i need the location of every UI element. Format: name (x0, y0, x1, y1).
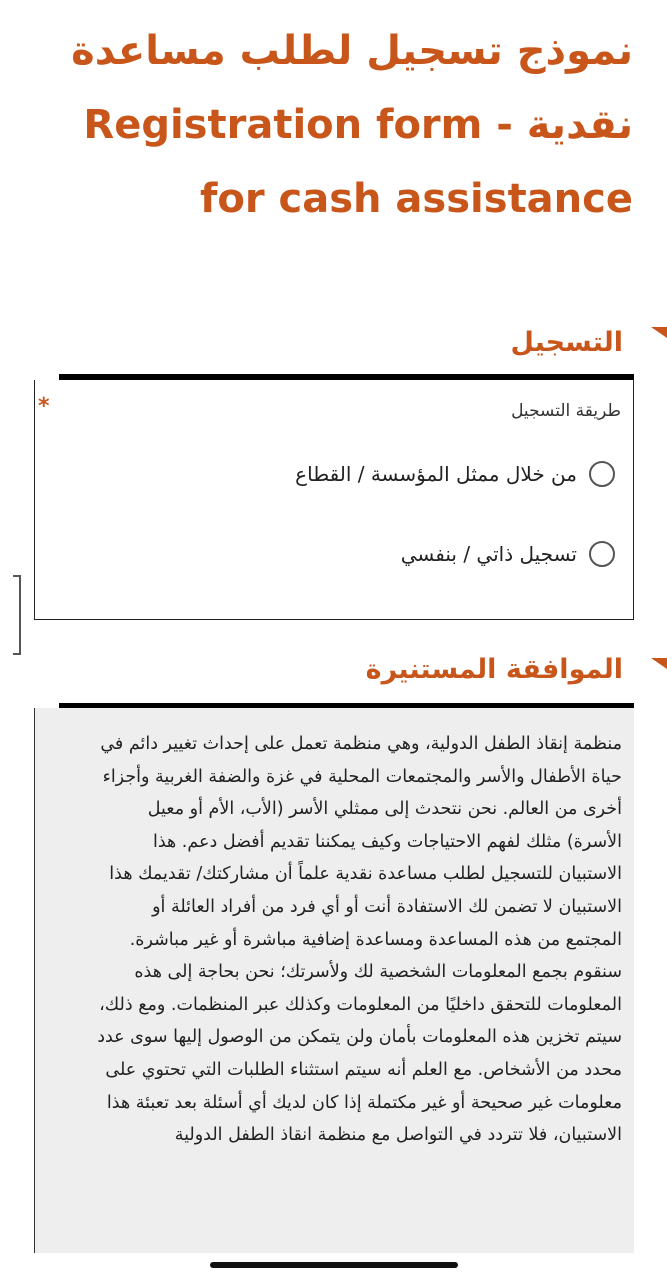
section-header-consent[interactable]: الموافقة المستنيرة (365, 654, 623, 685)
radio-option-label: تسجيل ذاتي / بنفسي (400, 542, 577, 566)
radio-button-icon[interactable] (589, 461, 615, 487)
collapse-arrow-icon[interactable] (651, 658, 667, 669)
radio-option-self[interactable] (401, 541, 615, 567)
collapse-arrow-icon[interactable] (651, 327, 667, 338)
home-indicator[interactable] (210, 1262, 458, 1268)
form-title: نموذج تسجيل لطلب مساعدة نقدية - Registration form for cash assistance (71, 28, 633, 222)
radio-option-label: من خلال ممثل المؤسسة / القطاع (295, 462, 577, 486)
radio-option-representative[interactable] (295, 461, 615, 487)
required-asterisk: * (38, 394, 50, 419)
question-label: طريقة التسجيل (511, 401, 621, 421)
consent-text: منظمة إنقاذ الطفل الدولية، وهي منظمة تعمل على إحداث تغيير دائم في حياة الأطفال والأسر والمجتمعات المحلية في غزة والضفة الغربية وأجزاء أخرى من العالم. نحن نتحدث إلى ممثلي الأسر (الأب، الأم أو معيل الأسرة) مثلك لفهم الاحتياجات وكيف يمكننا تقديم أفضل دعم. هذا الاستبيان للتسجيل لطلب مساعدة نقدية علماً أن مشاركتك/ تقديمك هذا الاستبيان لا تضمن لك الاستفادة أنت أو أي فرد من أفراد العائلة أو المجتمع من هذه المساعدة ومساعدة إضافية مباشرة أو غير مباشرة. سنقوم بجمع المعلومات الشخصية لك ولأسرتك؛ نحن بحاجة إلى هذه المعلومات للتحقق داخليًا من المعلومات وكذلك عبر المنظمات. ومع ذلك، سيتم تخزين هذه المعلومات بأمان ولن يتمكن من الوصول إليها سوى عدد محدد من الأشخاص. مع العلم أنه سيتم استثناء الطلبات التي تحتوي على معلومات غير صحيحة أو غير مكتملة إذا كان لديك أي أسئلة بعد تعبئة هذا الاستبيان، فلا تتردد في التواصل مع منظمة انقاذ الطفل الدولية (97, 734, 622, 1146)
section-header-registration[interactable]: التسجيل (510, 327, 623, 358)
scroll-handle[interactable] (13, 575, 21, 655)
consent-text-box (34, 708, 634, 1253)
radio-button-icon[interactable] (589, 541, 615, 567)
